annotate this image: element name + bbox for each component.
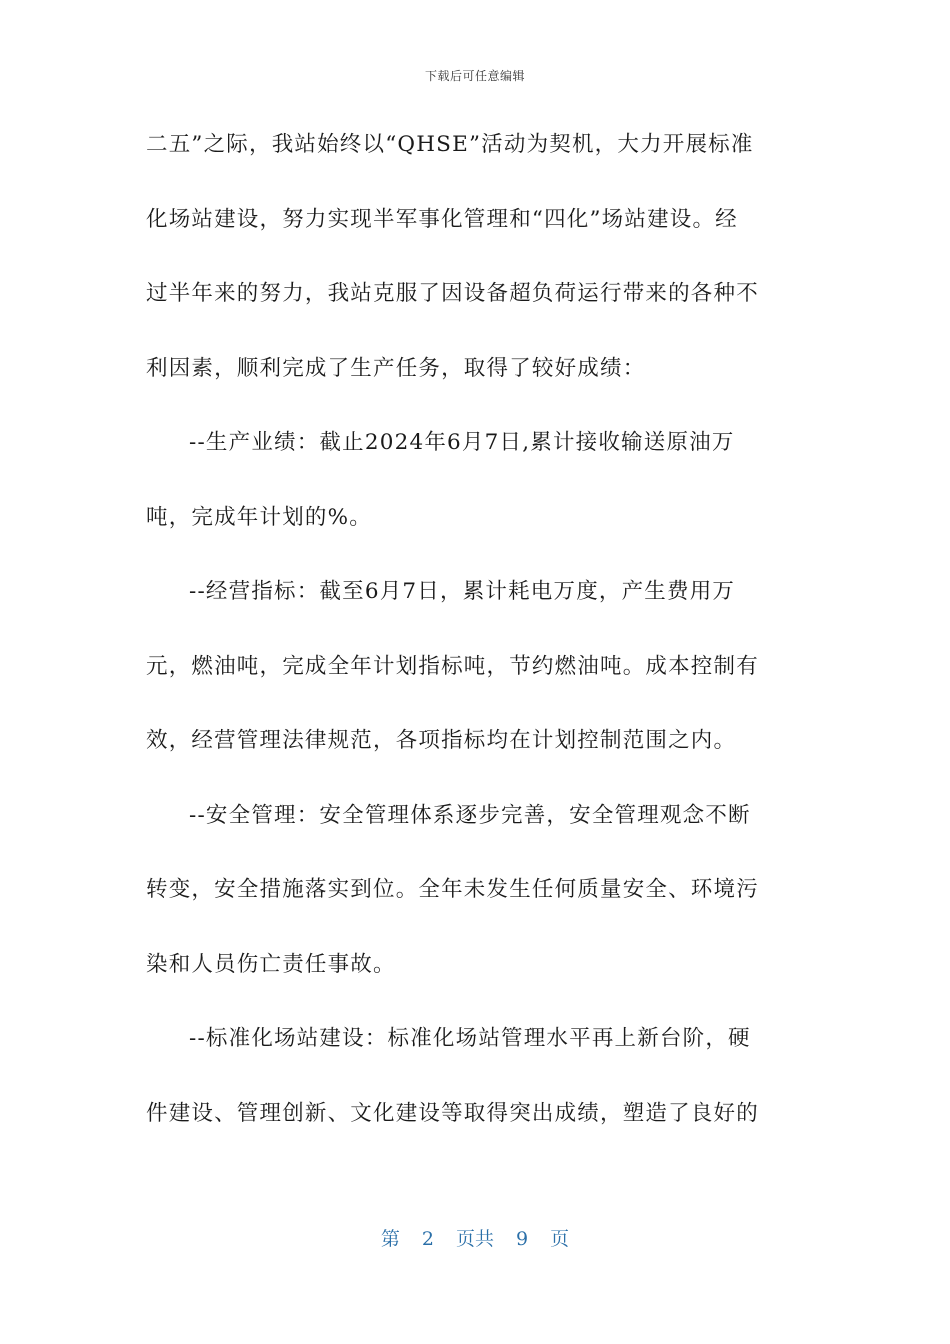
page-footer bbox=[0, 1224, 950, 1251]
text-line: 吨，完成年计划的%。 bbox=[146, 504, 372, 530]
text-line: 二五”之际，我站始终以“QHSE”活动为契机，大力开展标准 bbox=[146, 132, 754, 157]
paragraph-start-standardization: --标准化场站建设：标准化场站管理水平再上新台阶，硬 bbox=[189, 1026, 751, 1051]
paragraph-start-production: --生产业绩：截止2024年6月7日,累计接收输送原油万 bbox=[189, 430, 735, 455]
paragraph-start-operations: --经营指标：截至6月7日，累计耗电万度，产生费用万 bbox=[189, 579, 736, 604]
text-line: 过半年来的努力，我站克服了因设备超负荷运行带来的各种不 bbox=[146, 281, 759, 306]
footer-ye-gong: 页共 bbox=[455, 1228, 494, 1250]
document-body bbox=[146, 117, 796, 1160]
footer-ye: 页 bbox=[550, 1228, 570, 1250]
text-line: 效，经营管理法律规范，各项指标均在计划控制范围之内。 bbox=[146, 728, 737, 753]
text-line: 化场站建设，努力实现半军事化管理和“四化”场站建设。经 bbox=[146, 206, 738, 232]
text-line: 元，燃油吨，完成全年计划指标吨，节约燃油吨。成本控制有 bbox=[146, 653, 759, 679]
total-page-number: 9 bbox=[516, 1228, 529, 1250]
footer-di: 第 bbox=[380, 1228, 400, 1250]
current-page-number: 2 bbox=[421, 1228, 434, 1250]
text-line: 利因素，顺利完成了生产任务，取得了较好成绩： bbox=[146, 355, 646, 381]
text-line: 件建设、管理创新、文化建设等取得突出成绩，塑造了良好的 bbox=[146, 1100, 759, 1126]
text-line: 染和人员伤亡责任事故。 bbox=[146, 951, 396, 977]
text-line: 转变，安全措施落实到位。全年未发生任何质量安全、环境污 bbox=[146, 877, 759, 902]
paragraph-start-safety: --安全管理：安全管理体系逐步完善，安全管理观念不断 bbox=[189, 802, 751, 828]
page-header: 下载后可任意编辑 bbox=[424, 69, 525, 83]
